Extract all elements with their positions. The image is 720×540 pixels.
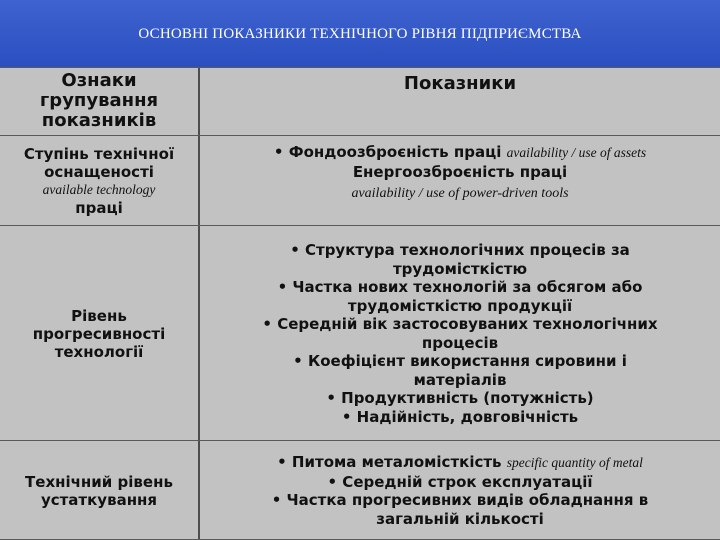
indicator-english-note: specific quantity of metal: [506, 455, 643, 470]
indicator-item: Енергоозброєність праці: [352, 162, 568, 181]
criterion-line: Технічний рівень: [25, 472, 173, 491]
indicator-english-note: availability / use of power-driven tools: [351, 186, 569, 201]
indicators-technical-equipment: [200, 143, 720, 223]
criterion-line: Рівень: [71, 306, 127, 325]
header-indicators-label: Показники: [403, 73, 517, 94]
indicator-item: • Частка нових технологій за обсягом або: [277, 278, 643, 296]
indicator-item: • Середній строк експлуатації: [327, 472, 593, 491]
indicators-equipment-level: [200, 442, 720, 539]
indicators-technology-progressiveness: [200, 227, 720, 440]
criterion-english-note: available technology: [42, 182, 156, 197]
indicator-item: процесів: [421, 333, 499, 352]
indicator-item: • Частка прогресивних видів обладнання в: [271, 491, 649, 509]
criterion-line: праці: [75, 199, 123, 217]
criterion-line: Ступінь технічної: [23, 145, 175, 163]
indicator-item: трудомісткістю: [392, 259, 528, 278]
indicator-item: • Надійність, довговічність: [341, 407, 579, 426]
indicator-item: [274, 143, 646, 163]
criterion-technology-progressiveness: [0, 227, 198, 440]
indicator-text: • Фондоозброєність праці: [273, 143, 507, 161]
indicator-item: трудомісткістю продукції: [347, 296, 573, 315]
indicator-english-note: availability / use of assets: [506, 145, 647, 160]
criterion-technical-equipment: [0, 137, 198, 225]
indicator-item: • Структура технологічних процесів за: [290, 241, 630, 259]
indicator-item: [277, 453, 643, 473]
indicator-item: матеріалів: [413, 370, 507, 389]
header-criteria-line: Ознаки: [61, 70, 137, 91]
criterion-line: технології: [54, 342, 144, 361]
header-criteria-cell: [0, 67, 198, 135]
indicator-item: • Продуктивність (потужність): [326, 389, 594, 407]
indicator-text: • Питома металомісткість: [277, 453, 507, 471]
indicator-item: • Середній вік застосовуваних технологічних: [262, 315, 658, 333]
indicators-table: [0, 67, 720, 540]
indicator-item: загальній кількості: [376, 509, 544, 528]
row-divider: [0, 135, 720, 136]
criterion-line: устаткування: [40, 490, 158, 509]
criterion-equipment-level: [0, 442, 198, 539]
slide-title: ОСНОВНІ ПОКАЗНИКИ ТЕХНІЧНОГО РІВНЯ ПІДПРИЄМСТВА: [138, 26, 582, 42]
criterion-line: оснащеності: [44, 163, 154, 181]
row-divider: [0, 440, 720, 441]
header-criteria-line: показників: [41, 110, 157, 131]
row-divider: [0, 225, 720, 226]
criterion-line: прогресивності: [32, 324, 166, 343]
indicator-item: • Коефіцієнт використання сировини і: [293, 352, 627, 370]
header-indicators-cell: [200, 67, 720, 101]
header-criteria-line: групування: [39, 90, 159, 111]
